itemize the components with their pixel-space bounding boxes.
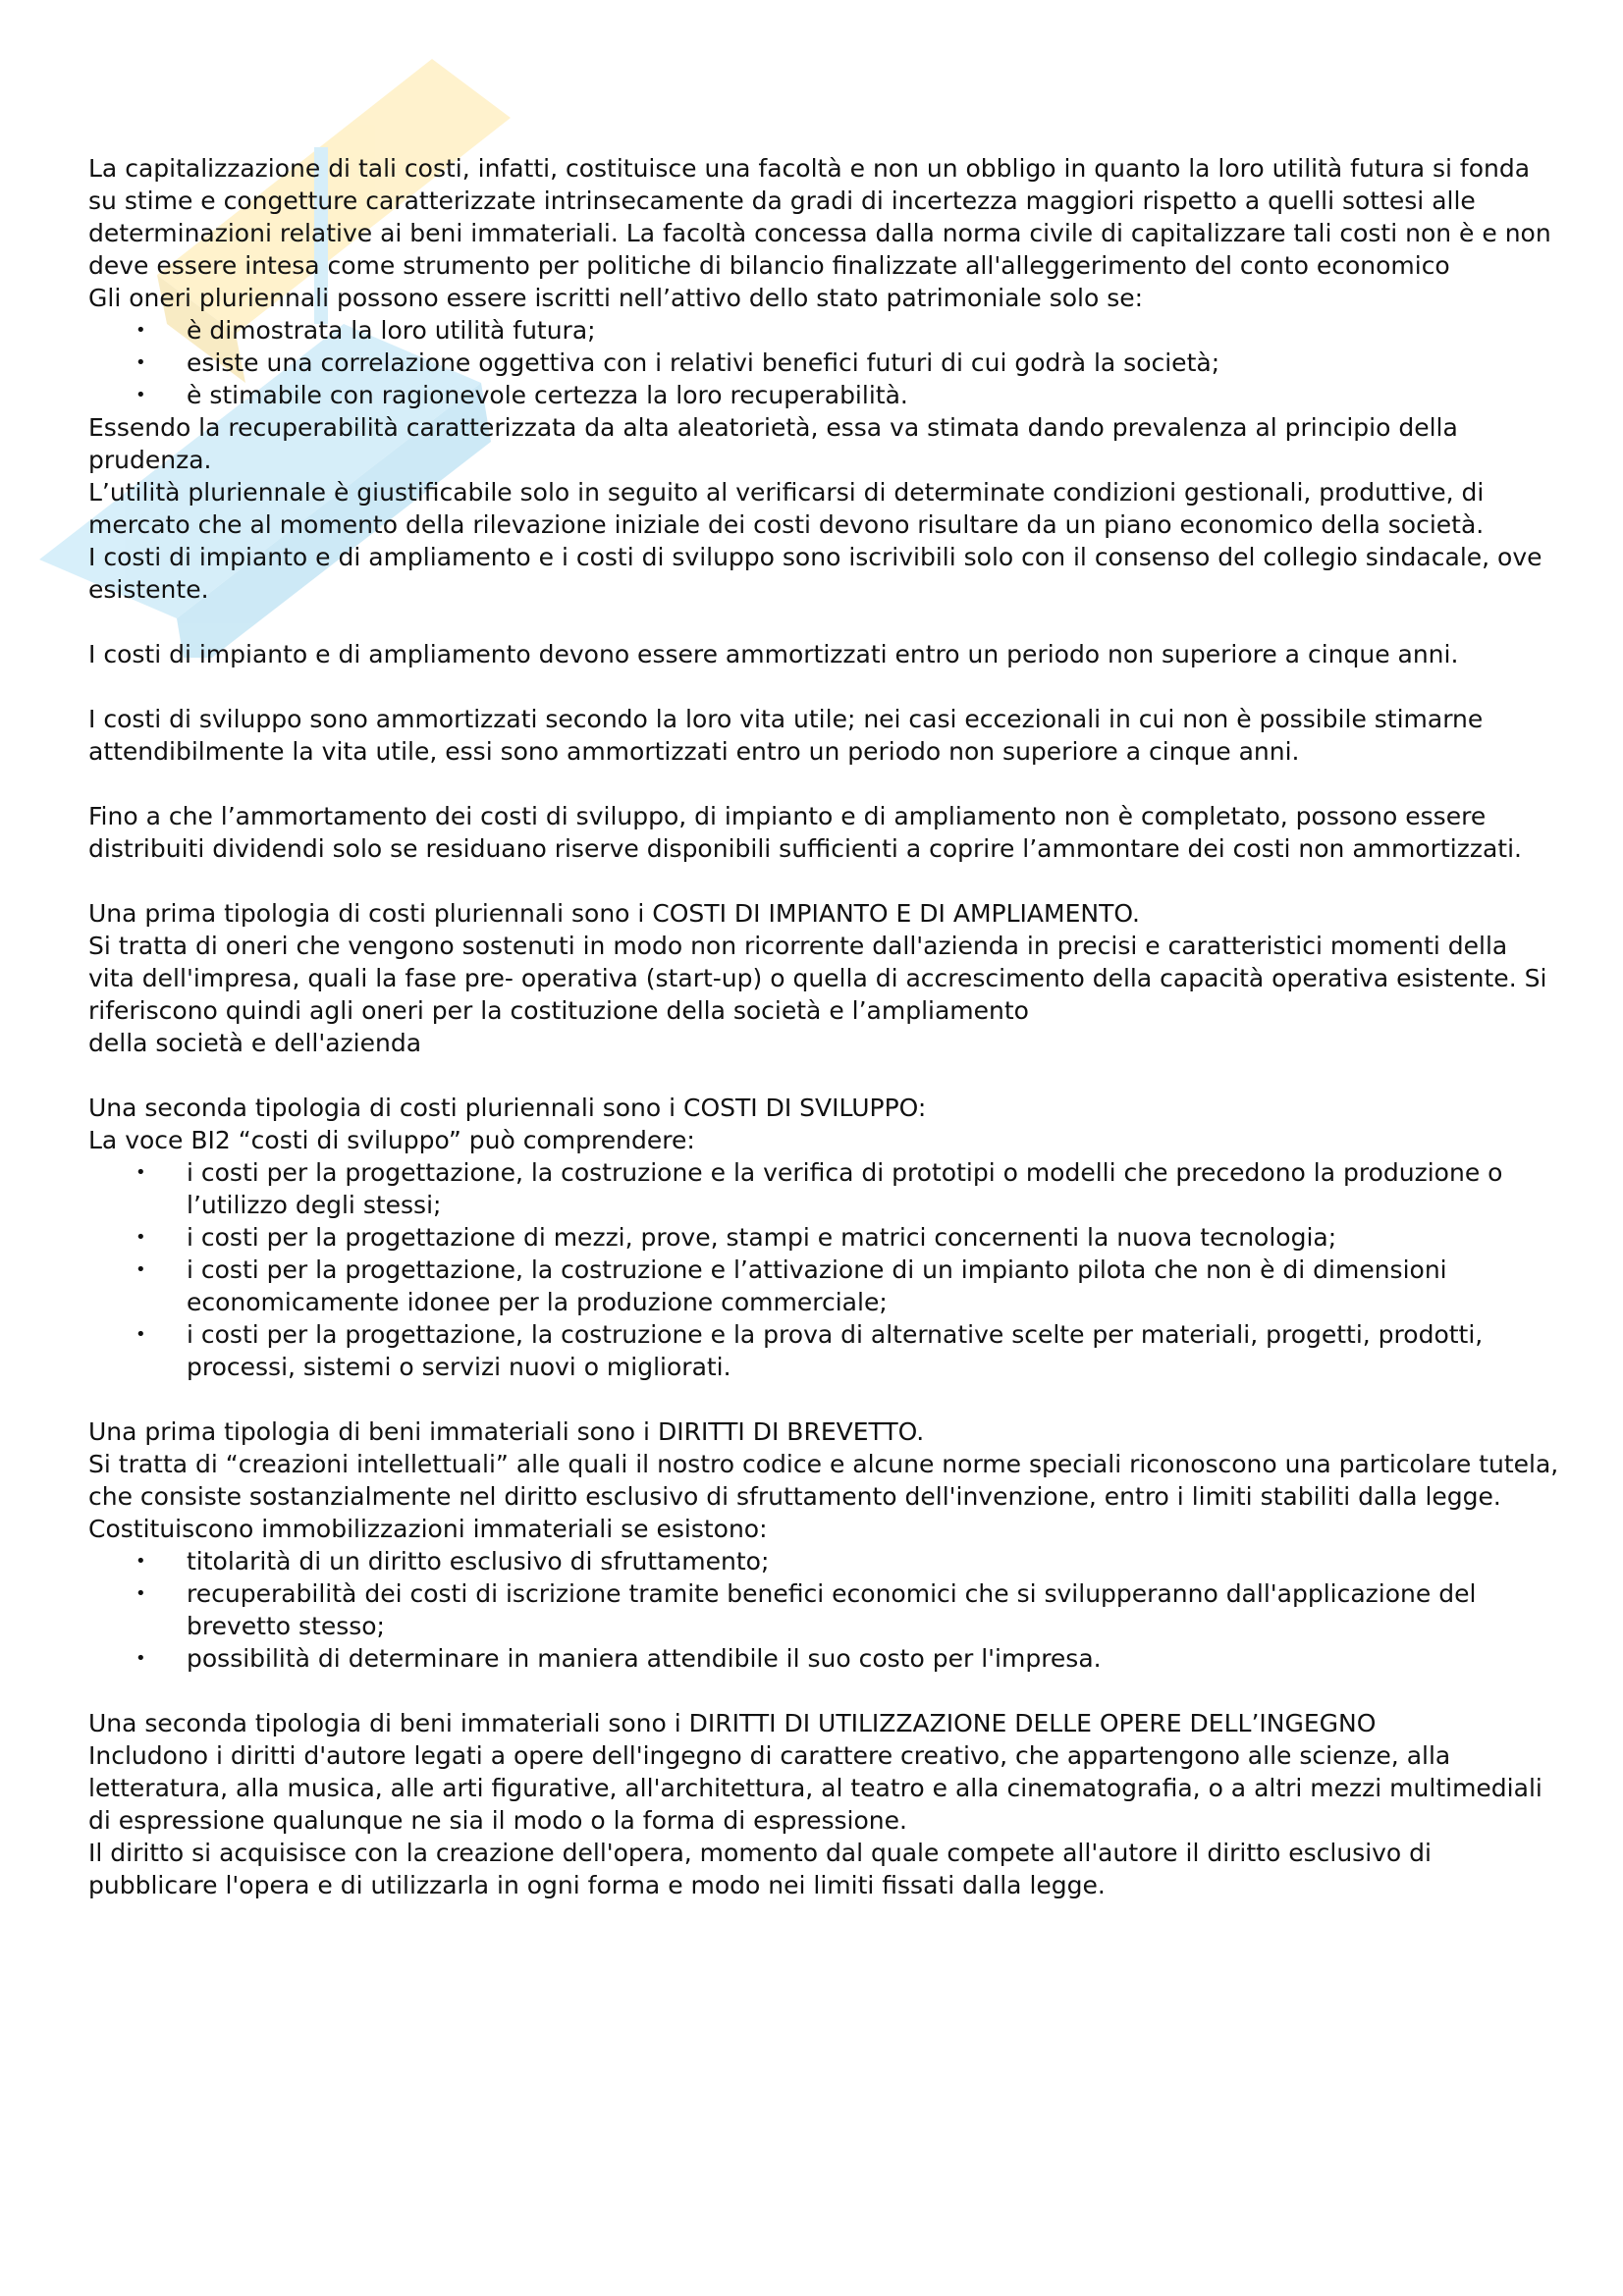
list-item: • i costi per la progettazione, la costruzione e la verifica di prototipi o modelli che precedono la produzione o l’utilizzo degli stessi; [88, 1156, 1561, 1221]
list-item: • esiste una correlazione oggettiva con i relativi benefici futuri di cui godrà la società; [88, 347, 1561, 379]
paragraph: Essendo la recuperabilità caratterizzata da alta aleatorietà, essa va stimata dando prevalenza al principio della prudenza. [88, 413, 1458, 474]
paragraph: Il diritto si acquisisce con la creazione dell'opera, momento dal quale compete all'autore il diritto esclusivo di pubblicare l'opera e di utilizzarla in ogni forma e modo nei limiti fissati dalla legge. [88, 1839, 1432, 1899]
list-item: • i costi per la progettazione, la costruzione e l’attivazione di un impianto pilota che non è di dimensioni economicamente idonee per la produzione commerciale; [88, 1254, 1561, 1318]
list-item: • titolarità di un diritto esclusivo di sfruttamento; [88, 1545, 1561, 1577]
bullet-list [88, 1156, 1561, 1383]
list-item: • possibilità di determinare in maniera attendibile il suo costo per l'impresa. [88, 1642, 1561, 1675]
paragraph: L’utilità pluriennale è giustificabile solo in seguito al verificarsi di determinate condizioni gestionali, produttive, di mercato che al momento della rilevazione iniziale dei costi devono risultare da un piano economico della società. [88, 478, 1485, 539]
document-body [88, 152, 1561, 1901]
paragraph: Includono i diritti d'autore legati a opere dell'ingegno di carattere creativo, che appartengono alle scienze, alla letteratura, alla musica, alle arti figurative, all'architettura, al teatro e alla cinematografia, o a altri mezzi multimediali di espressione qualunque ne sia il modo o la forma di espressione. [88, 1741, 1542, 1835]
list-item: • è stimabile con ragionevole certezza la loro recuperabilità. [88, 379, 1561, 411]
paragraph: Gli oneri pluriennali possono essere iscritti nell’attivo dello stato patrimoniale solo se: [88, 284, 1144, 312]
paragraph: Una prima tipologia di costi pluriennali sono i COSTI DI IMPIANTO E DI AMPLIAMENTO. [88, 899, 1140, 928]
paragraph: Una seconda tipologia di costi pluriennali sono i COSTI DI SVILUPPO: [88, 1094, 927, 1122]
bullet-list [88, 1545, 1561, 1675]
paragraph: La capitalizzazione di tali costi, infatti, costituisce una facoltà e non un obbligo in quanto la loro utilità futura si fonda su stime e congetture caratterizzate intrinsecamente da gradi di incertezza maggiori rispetto a quelli sottesi alle determinazioni relative ai beni immateriali. La facoltà concessa dalla norma civile di capitalizzare tali costi non è e non deve essere intesa come strumento per politiche di bilancio finalizzate all'alleggerimento del conto economico [88, 154, 1551, 280]
paragraph: Si tratta di oneri che vengono sostenuti in modo non ricorrente dall'azienda in precisi e caratteristici momenti della vita dell'impresa, quali la fase pre- operativa (start-up) o quella di accrescimento della capacità operativa esistente. Si riferiscono quindi agli oneri per la costituzione della società e l’ampliamento [88, 932, 1547, 1025]
paragraph: Fino a che l’ammortamento dei costi di sviluppo, di impianto e di ampliamento non è completato, possono essere distribuiti dividendi solo se residuano riserve disponibili sufficienti a coprire l’ammontare dei costi non ammortizzati. [88, 802, 1522, 863]
paragraph: Si tratta di “creazioni intellettuali” alle quali il nostro codice e alcune norme speciali riconoscono una particolare tutela, che consiste sostanzialmente nel diritto esclusivo di sfruttamento dell'invenzione, entro i limiti stabiliti dalla legge. Costituiscono immobilizzazioni immateriali se esistono: [88, 1450, 1559, 1543]
list-item: • recuperabilità dei costi di iscrizione tramite benefici economici che si svilupperanno dall'applicazione del brevetto stesso; [88, 1577, 1561, 1642]
paragraph: della società e dell'azienda [88, 1029, 422, 1057]
list-item: • i costi per la progettazione di mezzi, prove, stampi e matrici concernenti la nuova tecnologia; [88, 1221, 1561, 1254]
bullet-list [88, 314, 1561, 411]
paragraph: Una seconda tipologia di beni immateriali sono i DIRITTI DI UTILIZZAZIONE DELLE OPERE DELL’INGEGNO [88, 1709, 1377, 1737]
paragraph: I costi di impianto e di ampliamento e i costi di sviluppo sono iscrivibili solo con il consenso del collegio sindacale, ove esistente. [88, 543, 1542, 604]
list-item: • i costi per la progettazione, la costruzione e la prova di alternative scelte per materiali, progetti, prodotti, processi, sistemi o servizi nuovi o migliorati. [88, 1318, 1561, 1383]
paragraph: I costi di sviluppo sono ammortizzati secondo la loro vita utile; nei casi eccezionali in cui non è possibile stimarne attendibilmente la vita utile, essi sono ammortizzati entro un periodo non superiore a cinque anni. [88, 705, 1484, 766]
paragraph: La voce BI2 “costi di sviluppo” può comprendere: [88, 1126, 695, 1154]
list-item: • è dimostrata la loro utilità futura; [88, 314, 1561, 347]
paragraph: Una prima tipologia di beni immateriali sono i DIRITTI DI BREVETTO. [88, 1417, 925, 1446]
paragraph: I costi di impianto e di ampliamento devono essere ammortizzati entro un periodo non superiore a cinque anni. [88, 640, 1459, 668]
